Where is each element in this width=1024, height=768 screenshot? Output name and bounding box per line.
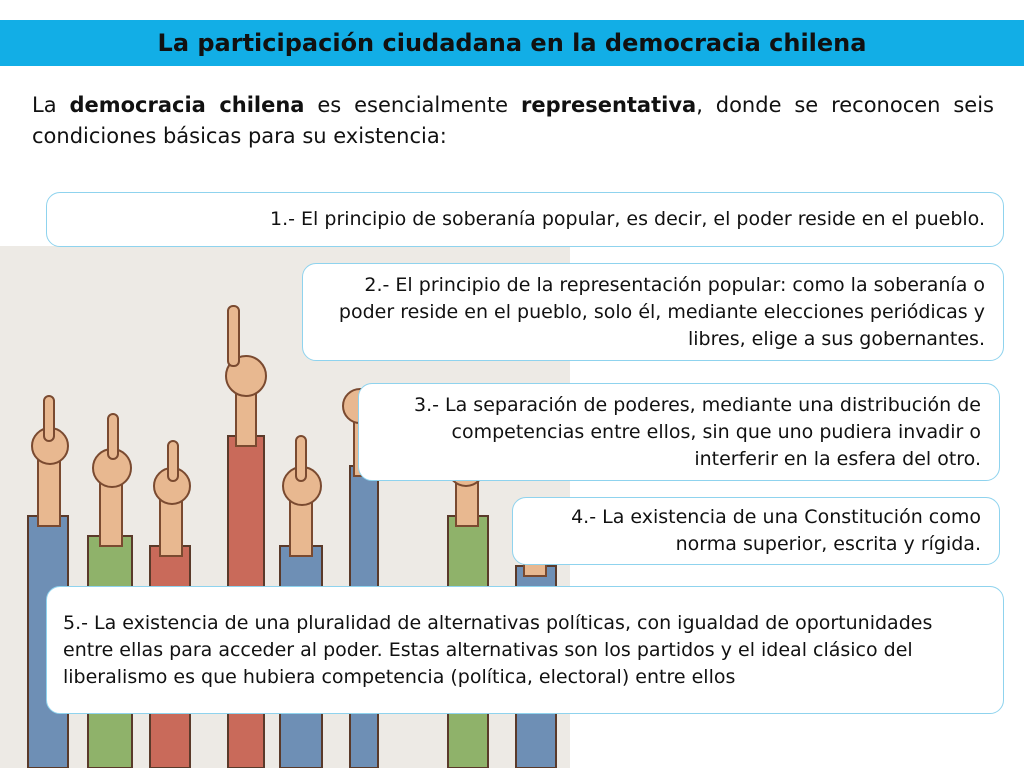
slide-title: La participación ciudadana en la democracia chilena: [157, 29, 867, 57]
condition-box-1: [46, 192, 1004, 247]
condition-text-3: 3.- La separación de poderes, mediante una distribución de competencias entre ellos, sin que uno pudiera invadir o interferir en la esfera del otro.: [414, 393, 981, 470]
condition-box-5: [46, 586, 1004, 714]
intro-bold-representativa: representativa: [520, 93, 697, 117]
title-bar: [0, 20, 1024, 66]
intro-bold-democracia: democracia chilena: [69, 93, 305, 117]
intro-text-2: es esencialmente: [304, 93, 521, 117]
intro-text-1: La: [32, 93, 70, 117]
condition-text-4: 4.- La existencia de una Constitución como norma superior, escrita y rígida.: [571, 506, 981, 555]
intro-paragraph: [32, 90, 994, 152]
condition-box-4: [512, 497, 1000, 565]
condition-box-2: [302, 263, 1004, 361]
condition-text-1: 1.- El principio de soberanía popular, es decir, el poder reside en el pueblo.: [270, 208, 985, 230]
intro-text-3: , donde se reconocen seis condiciones básicas para su existencia:: [32, 93, 994, 148]
condition-text-2: 2.- El principio de la representación popular: como la soberanía o poder reside en el pueblo, solo él, mediante elecciones periódicas y libres, elige a sus gobernantes.: [338, 273, 985, 350]
condition-text-5: 5.- La existencia de una pluralidad de alternativas políticas, con igualdad de oportunidades entre ellas para acceder al poder. Estas alternativas son los partidos y el ideal clásico del liberalismo es que hubiera competencia (política, electoral) entre ellos: [63, 611, 933, 688]
condition-box-3: [358, 383, 1000, 481]
